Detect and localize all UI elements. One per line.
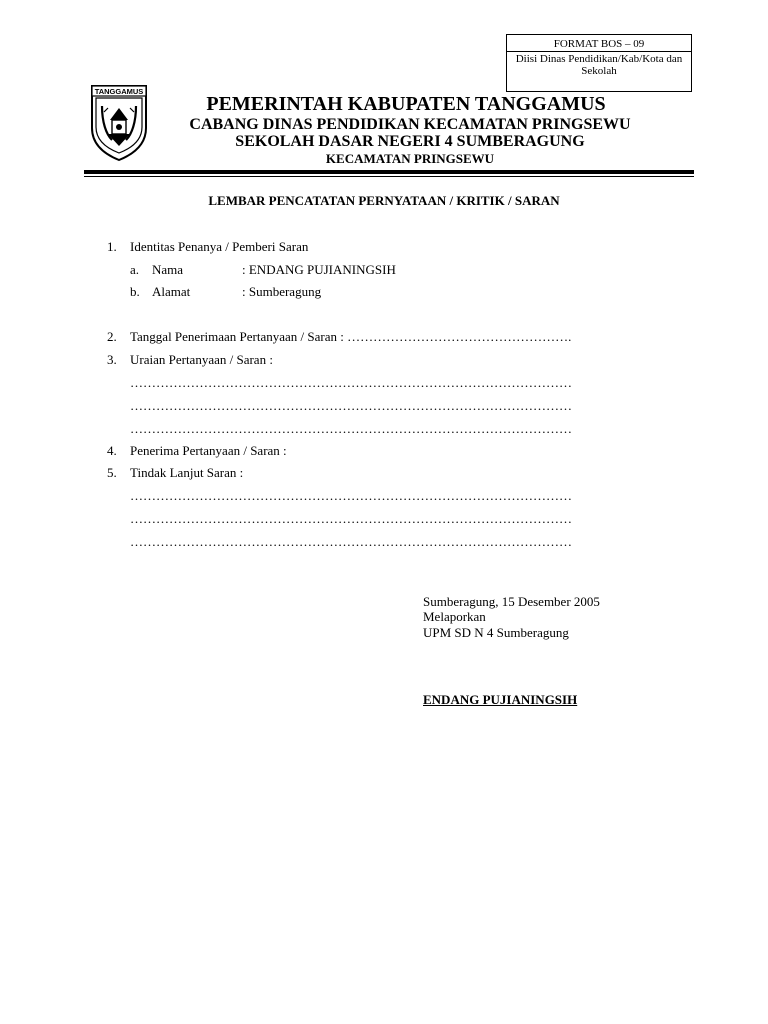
education-office-header: CABANG DINAS PENDIDIKAN KECAMATAN PRINGSEWU (189, 116, 631, 133)
item-1a-value: : ENDANG PUJIANINGSIH (242, 262, 396, 277)
school-name-header: SEKOLAH DASAR NEGERI 4 SUMBERAGUNG (235, 133, 585, 150)
item-3-dotted-line: ………………………………………………………………………………………… (130, 421, 572, 436)
item-3-label: Uraian Pertanyaan / Saran : (130, 352, 273, 367)
item-3-number: 3. (107, 352, 117, 367)
item-1-number: 1. (107, 239, 117, 254)
item-3-dotted-line: ………………………………………………………………………………………… (130, 375, 572, 390)
item-5-dotted-line: ………………………………………………………………………………………… (130, 511, 572, 526)
item-1b-letter: b. (130, 284, 140, 299)
format-box (506, 34, 692, 92)
item-3-dotted-line: ………………………………………………………………………………………… (130, 398, 572, 413)
format-note: Diisi Dinas Pendidikan/Kab/Kota dan Sekolah (515, 53, 683, 77)
item-5-dotted-line: ………………………………………………………………………………………… (130, 534, 572, 549)
signature-place-date: Sumberagung, 15 Desember 2005 (423, 594, 600, 609)
signature-unit: UPM SD N 4 Sumberagung (423, 625, 569, 640)
signature-name: ENDANG PUJIANINGSIH (423, 692, 578, 707)
item-4-number: 4. (107, 443, 117, 458)
district-header: KECAMATAN PRINGSEWU (325, 151, 495, 166)
item-1b-value: : Sumberagung (242, 284, 322, 299)
format-code: FORMAT BOS – 09 (507, 35, 691, 52)
item-5-number: 5. (107, 465, 117, 480)
item-5-label: Tindak Lanjut Saran : (130, 465, 244, 480)
government-header: PEMERINTAH KABUPATEN TANGGAMUS (206, 93, 606, 115)
item-1a-letter: a. (130, 262, 140, 277)
tanggamus-emblem-icon (88, 82, 150, 162)
item-1b-label: Alamat (152, 284, 191, 299)
item-1-label: Identitas Penanya / Pemberi Saran (130, 239, 309, 254)
item-4-label: Penerima Pertanyaan / Saran : (130, 443, 287, 458)
signature-role: Melaporkan (423, 609, 486, 624)
header-rule-thick (84, 170, 694, 174)
logo-label: TANGGAMUS (94, 87, 144, 96)
item-2-number: 2. (107, 329, 117, 344)
document-title: LEMBAR PENCATATAN PERNYATAAN / KRITIK / SARAN (208, 193, 560, 208)
item-5-dotted-line: ………………………………………………………………………………………… (130, 488, 572, 503)
header-rule-thin (84, 176, 694, 177)
item-2-label: Tanggal Penerimaan Pertanyaan / Saran : ……………………………………………. (130, 329, 572, 344)
item-1a-label: Nama (152, 262, 184, 277)
